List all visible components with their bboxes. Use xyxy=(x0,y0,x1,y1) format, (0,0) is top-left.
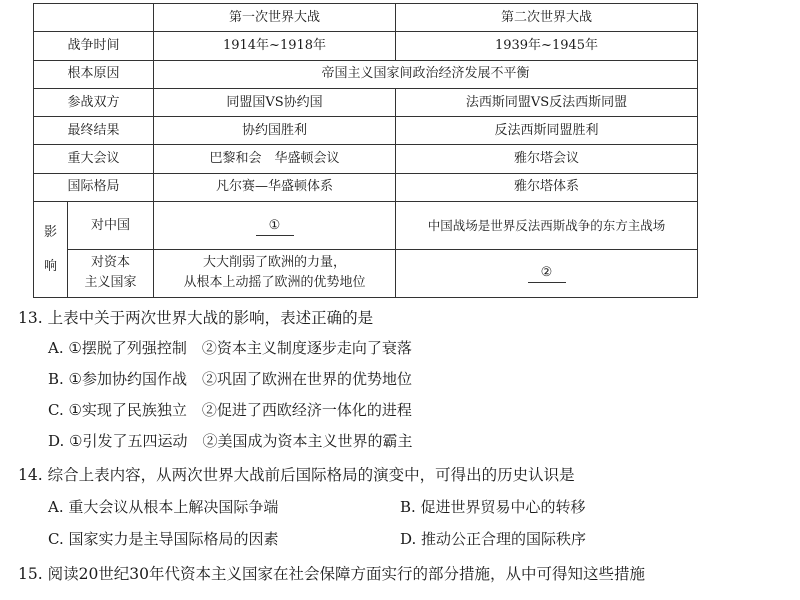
row-label: 战争时间 xyxy=(34,32,154,60)
influence-label-cell xyxy=(34,202,68,298)
cell-ww1: 1914年~1918年 xyxy=(154,32,396,60)
header-ww2: 第二次世界大战 xyxy=(396,4,698,32)
row-label xyxy=(68,249,154,297)
table-row xyxy=(34,117,698,145)
answer-blank-1: ① xyxy=(256,217,294,236)
table-row xyxy=(34,32,698,60)
question-15-stem: 15. 阅读20世纪30年代资本主义国家在社会保障方面实行的部分措施，从中可得知这些措施 xyxy=(18,565,646,583)
cell-ww2: 雅尔塔体系 xyxy=(396,173,698,201)
cell-ww2: 中国战场是世界反法西斯战争的东方主战场 xyxy=(396,202,698,250)
table-row-influence-capitalist xyxy=(34,249,698,297)
cell-ww2-blank xyxy=(396,249,698,297)
q13-option-a[interactable]: A. ①摆脱了列强控制 ②资本主义制度逐步走向了衰落 xyxy=(48,339,412,357)
cell-ww2: 1939年~1945年 xyxy=(396,32,698,60)
table-row xyxy=(34,173,698,201)
row-label: 重大会议 xyxy=(34,145,154,173)
influence-label-bottom: 响 xyxy=(43,258,57,274)
table-row-influence-china xyxy=(34,202,698,250)
q13-option-c[interactable]: C. ①实现了民族独立 ②促进了西欧经济一体化的进程 xyxy=(48,401,412,419)
row-label: 最终结果 xyxy=(34,117,154,145)
cell-ww2: 雅尔塔会议 xyxy=(396,145,698,173)
cell-ww1-blank xyxy=(154,202,396,250)
question-14-stem: 14. 综合上表内容，从两次世界大战前后国际格局的演变中，可得出的历史认识是 xyxy=(18,466,575,484)
cell-ww1: 协约国胜利 xyxy=(154,117,396,145)
cell-ww1 xyxy=(154,249,396,297)
q14-option-c[interactable]: C. 国家实力是主导国际格局的因素 xyxy=(48,530,279,548)
q13-option-b[interactable]: B. ①参加协约国作战 ②巩固了欧洲在世界的优势地位 xyxy=(48,370,413,388)
answer-blank-2: ② xyxy=(528,264,566,283)
header-corner-cell xyxy=(34,4,154,32)
influence-label-top: 影 xyxy=(43,224,57,240)
table-row xyxy=(34,88,698,116)
cell-ww2: 反法西斯同盟胜利 xyxy=(396,117,698,145)
row-label-line1: 对资本 xyxy=(90,255,130,271)
row-label-line2: 主义国家 xyxy=(84,275,137,291)
cell-merged: 帝国主义国家间政治经济发展不平衡 xyxy=(154,60,698,88)
q14-option-a[interactable]: A. 重大会议从根本上解决国际争端 xyxy=(48,498,279,516)
q14-option-b[interactable]: B. 促进世界贸易中心的转移 xyxy=(400,498,586,516)
row-label: 参战双方 xyxy=(34,88,154,116)
header-ww1: 第一次世界大战 xyxy=(154,4,396,32)
cell-ww2: 法西斯同盟VS反法西斯同盟 xyxy=(396,88,698,116)
comparison-table xyxy=(33,3,698,298)
cell-ww1: 同盟国VS协约国 xyxy=(154,88,396,116)
table-header-row xyxy=(34,4,698,32)
cell-text-line1: 大大削弱了欧洲的力量， xyxy=(202,255,346,271)
cell-ww1: 凡尔赛—华盛顿体系 xyxy=(154,173,396,201)
q13-option-d[interactable]: D. ①引发了五四运动 ②美国成为资本主义世界的霸主 xyxy=(48,432,413,450)
question-13-stem: 13. 上表中关于两次世界大战的影响，表述正确的是 xyxy=(18,309,374,327)
table-row xyxy=(34,60,698,88)
table-row xyxy=(34,145,698,173)
cell-ww1: 巴黎和会 华盛顿会议 xyxy=(154,145,396,173)
row-label: 对中国 xyxy=(68,202,154,250)
row-label: 根本原因 xyxy=(34,60,154,88)
cell-text-line2: 从根本上动摇了欧洲的优势地位 xyxy=(183,275,366,291)
row-label: 国际格局 xyxy=(34,173,154,201)
q14-option-d[interactable]: D. 推动公正合理的国际秩序 xyxy=(400,530,587,548)
